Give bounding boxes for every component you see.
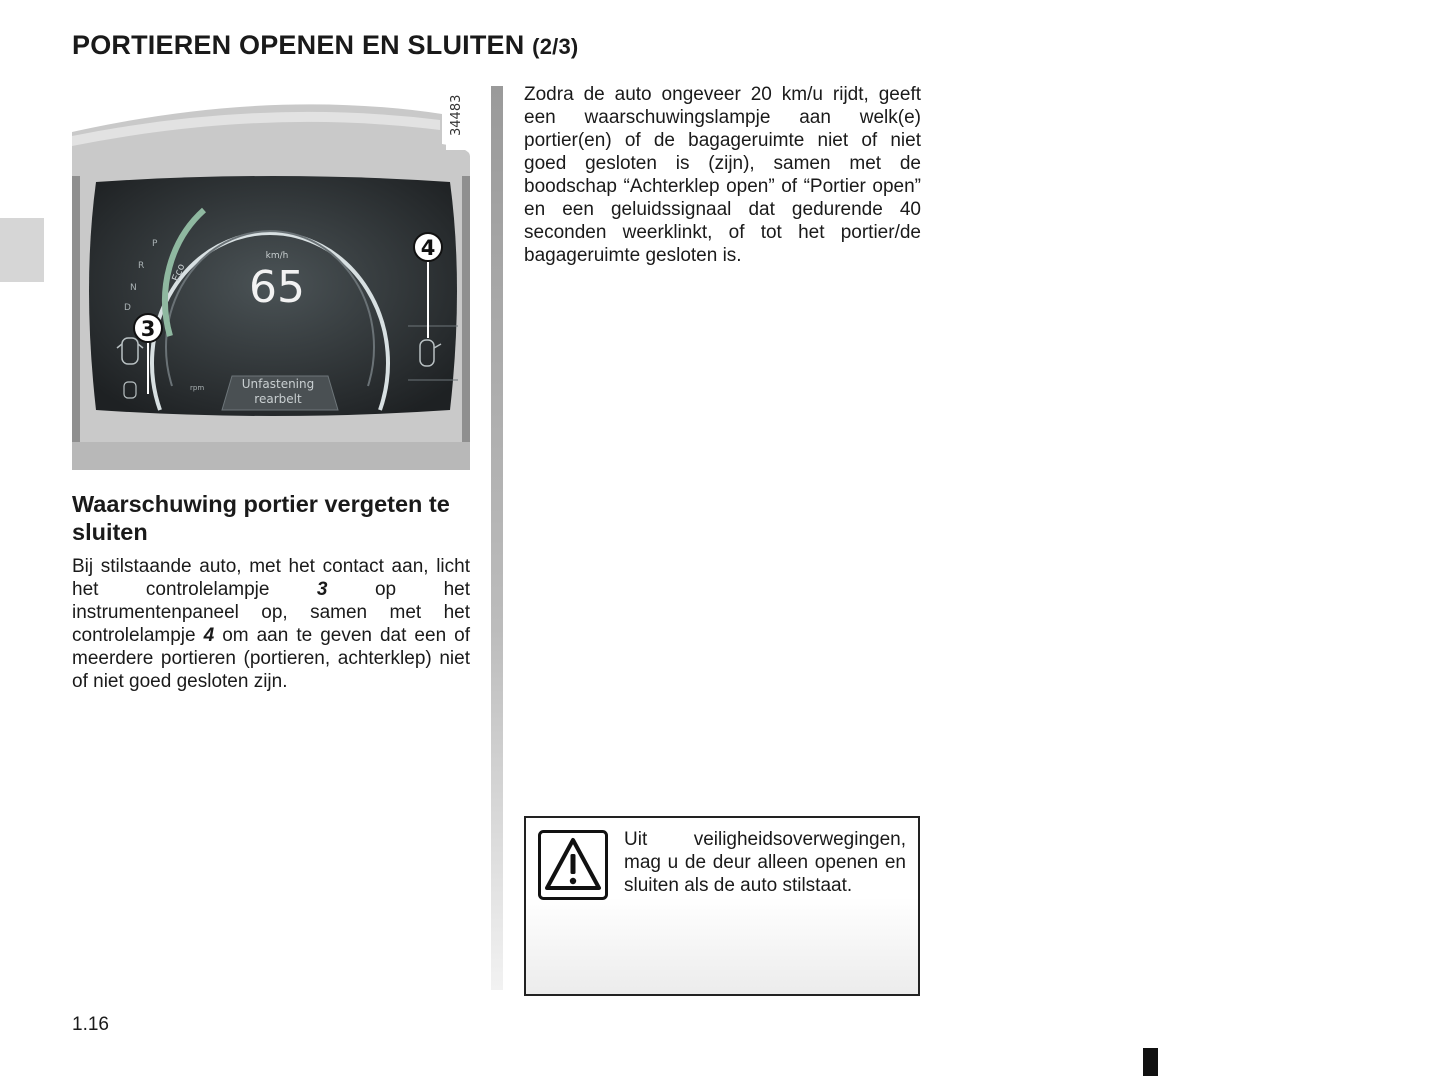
page-number: 1.16 [72, 1014, 109, 1035]
instrument-panel-figure [72, 86, 470, 470]
speed-value: 65 [249, 262, 305, 313]
section-paragraph-part1: Bij stilstaande auto, met het contact aan, licht het controlelampje [72, 556, 470, 600]
section-paragraph-part3: om aan te geven dat een of meerdere portieren (portieren, achterklep) niet of niet goed gesloten zijn. [72, 625, 470, 692]
callout-3-marker [134, 314, 162, 342]
section-paragraph-part2: op het instrumentenpaneel op, samen met het controlelampje [72, 579, 470, 646]
page-title-part: (2/3) [532, 34, 579, 59]
right-column-paragraph: Zodra de auto ongeveer 20 km/u rijdt, geeft een waarschuwingslampje aan welk(e) portier(en) of de bagageruimte niet of niet goed gesloten is (zijn), samen met de boodschap “Achterklep open” of “Portier open” en een geluidssignaal dat gedurende 40 seconden weerklinkt, of tot het portier/de bagageruimte gesloten is. [524, 84, 921, 266]
section-paragraph [72, 555, 470, 693]
gear-letter-d: D [124, 303, 131, 313]
callout-4-label: 4 [420, 236, 436, 260]
chapter-tab [0, 218, 44, 282]
speed-unit: km/h [265, 251, 289, 261]
figure-reference-number: 34483 [449, 94, 464, 136]
gear-letter-p: P [152, 239, 158, 249]
safety-warning-box [524, 816, 920, 996]
rpm-label: rpm [190, 384, 205, 392]
display-message-line2: rearbelt [254, 392, 302, 406]
lamp-reference-4: 4 [203, 625, 215, 646]
display-message-line1: Unfastening [241, 377, 315, 391]
warning-triangle-icon [538, 830, 608, 900]
callout-4-marker [414, 233, 442, 261]
page-title-text: PORTIEREN OPENEN EN SLUITEN [72, 30, 525, 60]
warning-text: Uit veiligheidsoverwegingen, mag u de deur alleen openen en sluiten als de auto stilstaat. [624, 829, 906, 896]
callout-3-label: 3 [140, 317, 156, 341]
column-divider [491, 86, 503, 990]
lamp-reference-3: 3 [316, 579, 328, 600]
gear-letter-n: N [130, 283, 137, 293]
eco-label: Eco [170, 262, 188, 284]
gear-letter-r: R [138, 261, 145, 271]
section-heading: Waarschuwing portier vergeten te sluiten [72, 491, 450, 545]
left-column [72, 490, 470, 693]
section-end-marker [1143, 1048, 1158, 1076]
instrument-panel-illustration [72, 86, 470, 470]
page-title [72, 30, 578, 61]
